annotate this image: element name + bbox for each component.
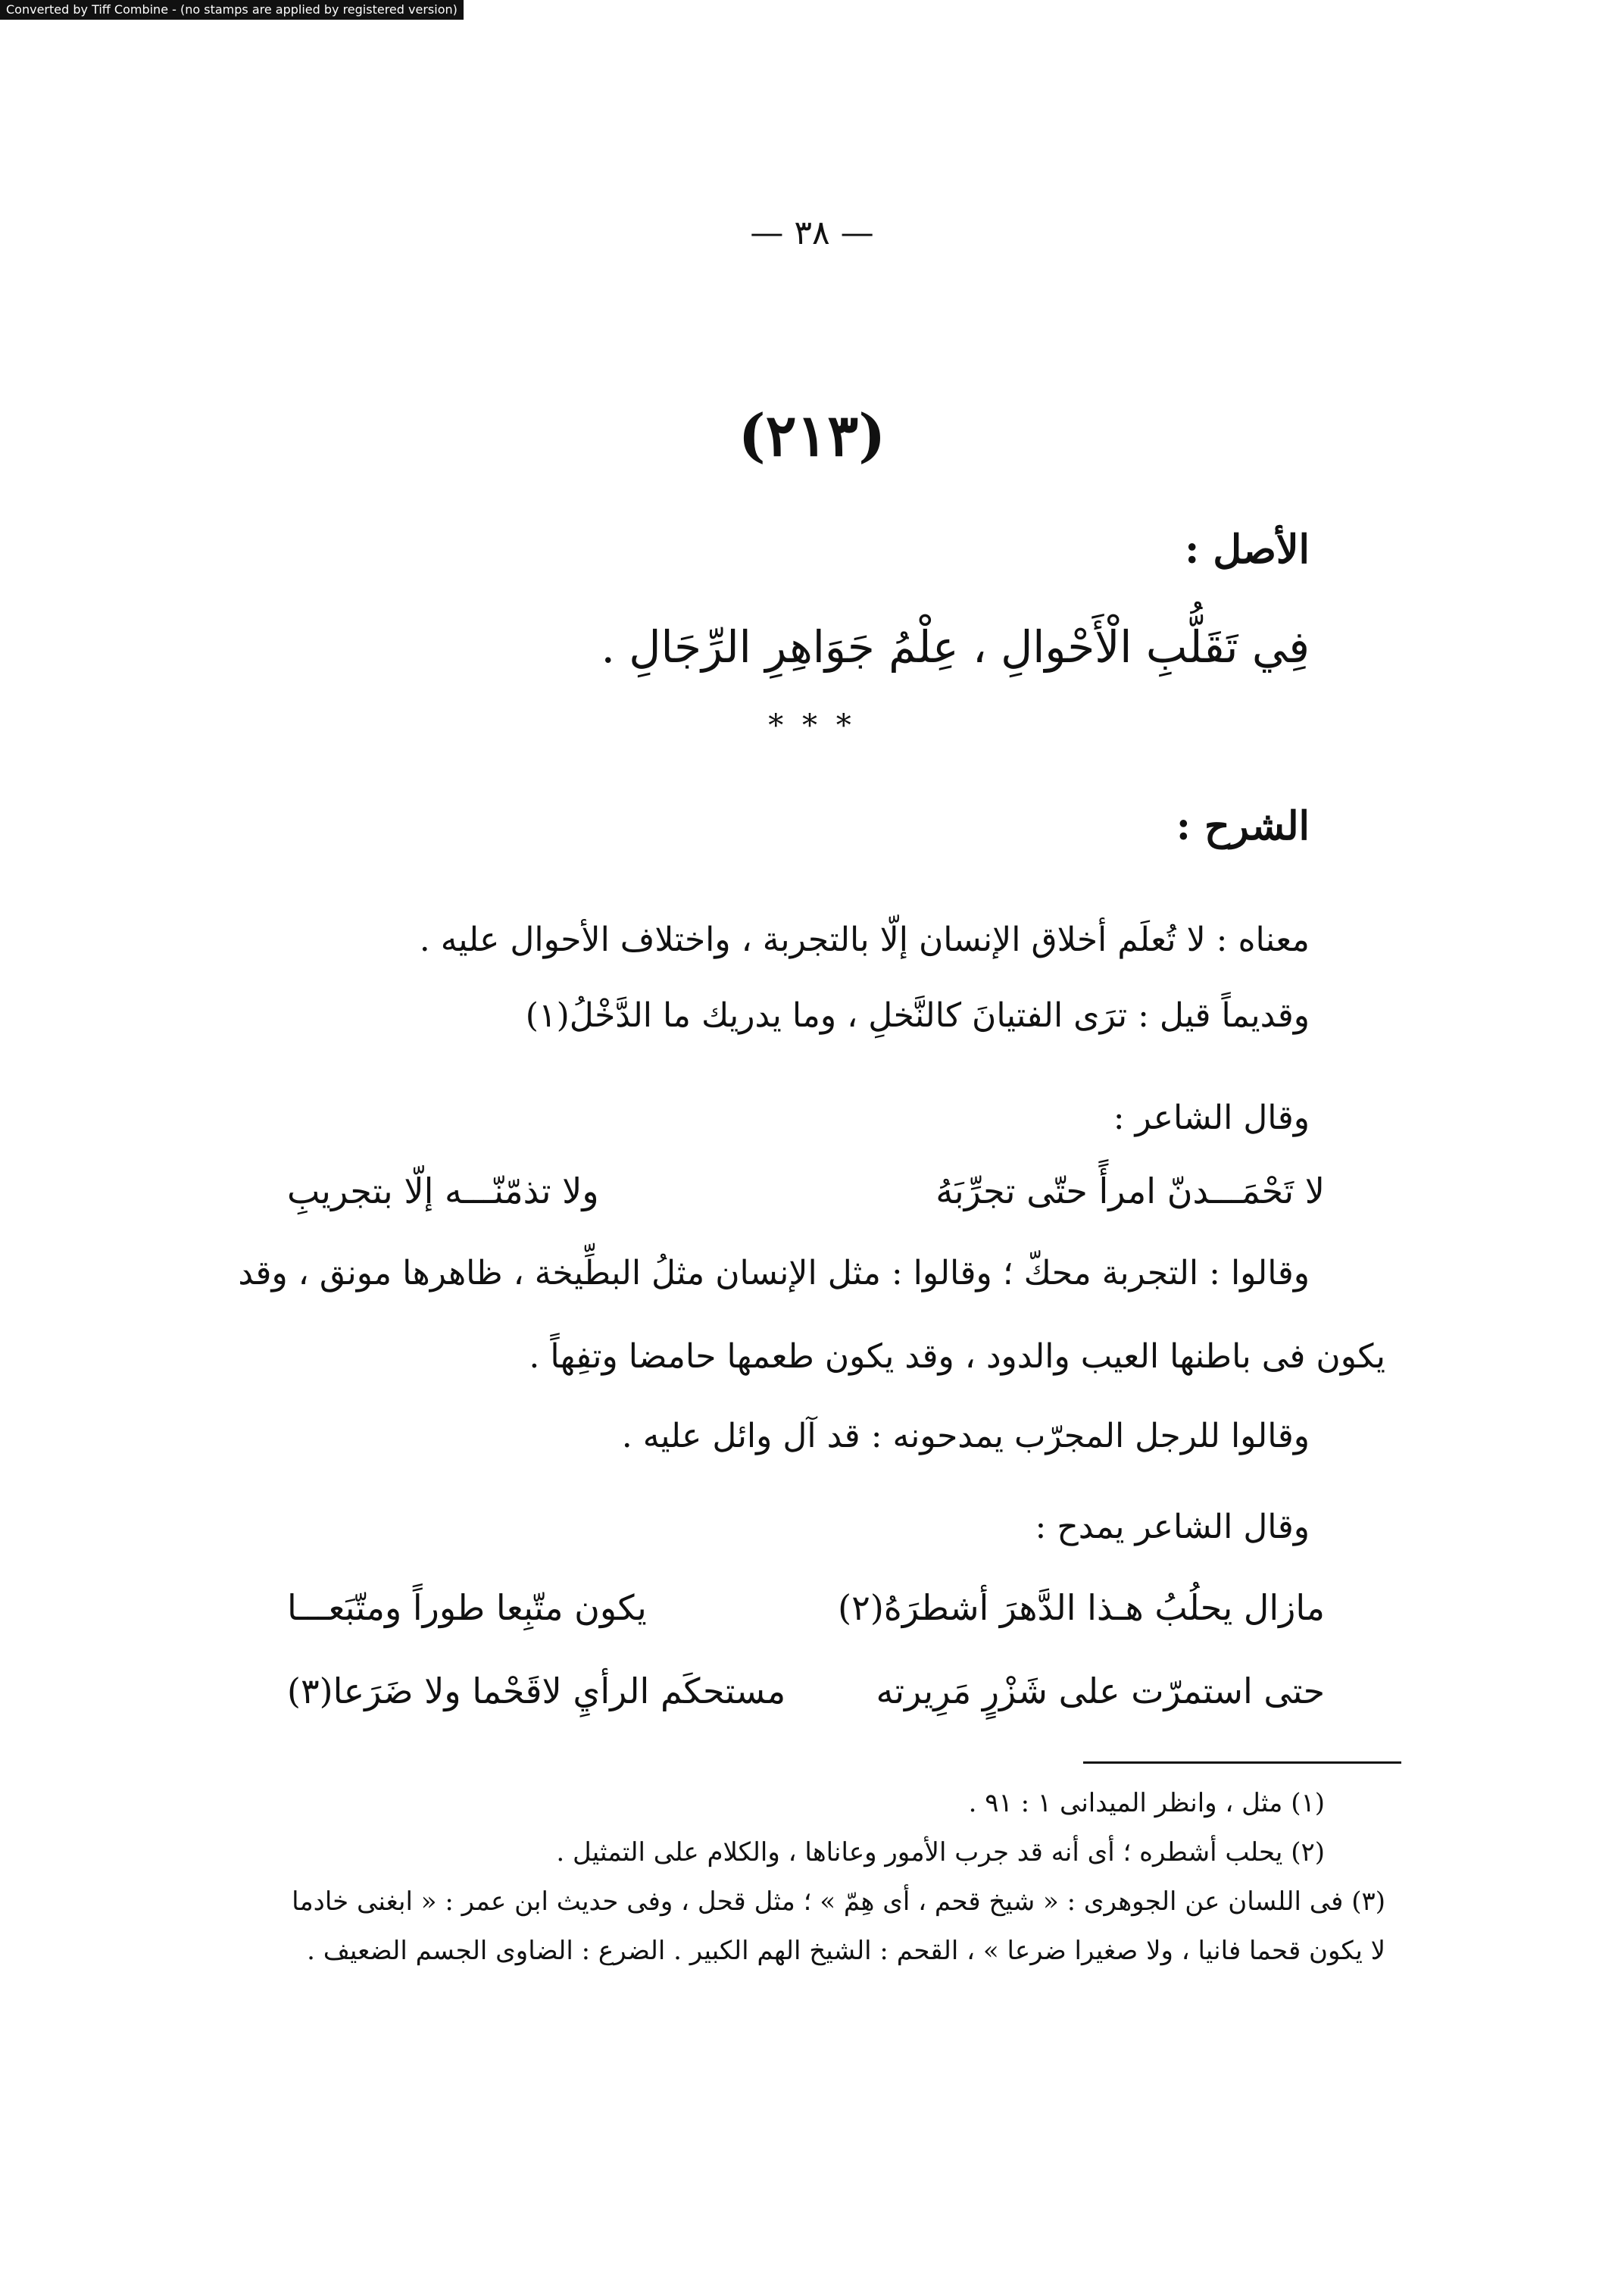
verse-1-second-hemistich: ولا تذمّنّـــه إلّا بتجريبِ [287, 1171, 599, 1211]
verse-3 [287, 1671, 1325, 1711]
footnote-1: (١) مثل ، وانظر الميدانى ١ : ٩١ . [968, 1788, 1325, 1818]
verse-2 [287, 1587, 1325, 1628]
footnote-3-line-2: لا يكون قحما فانيا ، ولا صغيرا ضرعا » ، القحم : الشيخ الهم الكبير . الضرع : الضاوى الجسم الضعيف . [307, 1936, 1385, 1966]
paragraph-experience-line1: وقالوا : التجربة محكّ ؛ وقالوا : مثل الإنسان مثلُ البطِّيخة ، ظاهرها مونق ، وقد [238, 1254, 1310, 1292]
entry-number: (٢١٣) [738, 402, 886, 469]
page-number: — ٣٨ — [750, 214, 874, 252]
divider-stars: * * * [768, 708, 856, 743]
verse-1-first-hemistich: لا تَحْمَـــدنّ امرأً حتّى تجرِّبَهُ [935, 1171, 1325, 1211]
footnote-2: (٢) يحلب أشطره ؛ أى أنه قد جرب الأمور وعاناها ، والكلام على التمثيل . [556, 1837, 1325, 1867]
paragraph-meaning: معناه : لا تُعلَم أخلاق الإنسان إلّا بالتجربة ، واختلاف الأحوال عليه . [419, 920, 1310, 959]
explanation-heading: الشرح : [1176, 803, 1310, 849]
paragraph-said-before: وقديماً قيل : ترَى الفتيانَ كالنَّخلِ ، وما يدريك ما الدَّخْلُ(١) [525, 996, 1310, 1035]
paragraph-experience-line2: يكون فى باطنها العيب والدود ، وقد يكون طعمها حامضا وتفِهاً . [529, 1337, 1385, 1376]
proverb-heading: الأصل : [1185, 527, 1310, 573]
converter-banner: Converted by Tiff Combine - (no stamps are applied by registered version) [0, 0, 464, 20]
paragraph-poet-praise-intro: وقال الشاعر يمدح : [1035, 1508, 1310, 1546]
paragraph-poet-intro: وقال الشاعر : [1113, 1099, 1310, 1137]
footnote-separator [1083, 1761, 1401, 1764]
paragraph-tested-man: وقالوا للرجل المجرّب يمدحونه : قد آل وائل عليه . [621, 1417, 1310, 1455]
verse-1 [287, 1171, 1325, 1211]
verse-2-first-hemistich: مازال يحلُبُ هـذا الدَّهرَ أشطرَهُ(٢) [838, 1587, 1325, 1628]
footnote-3-line-1: (٣) فى اللسان عن الجوهرى : « شيخ قحم ، أى هِمّ » ؛ مثل قحل ، وفى حديث ابن عمر : « ابغنى خادما [292, 1886, 1385, 1917]
verse-2-second-hemistich: يكون متّبِعا طوراً ومتّبَعـــا [287, 1587, 647, 1628]
proverb-text: فِي تَقَلُّبِ الْأَحْوالِ ، عِلْمُ جَوَاهِرِ الرِّجَالِ . [601, 621, 1310, 673]
verse-3-second-hemistich: مستحكَم الرأيِ لاقَحْما ولا ضَرَعا(٣) [287, 1671, 786, 1711]
verse-3-first-hemistich: حتى استمرّت على شَزْرٍ مَرِيرته [876, 1671, 1325, 1711]
